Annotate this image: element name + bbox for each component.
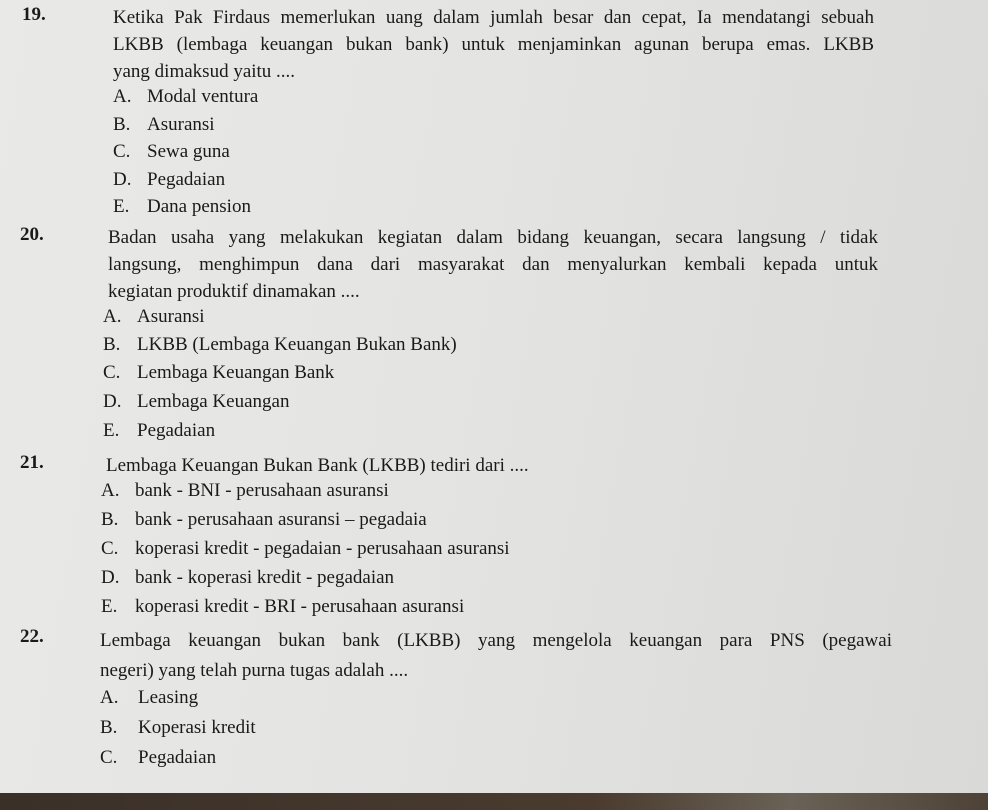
options-list	[101, 480, 878, 624]
option-a[interactable]	[103, 306, 878, 334]
option-c[interactable]	[113, 141, 874, 169]
option-text: bank - koperasi kredit - pegadaian	[135, 567, 395, 588]
option-d[interactable]	[113, 169, 874, 196]
option-c[interactable]	[103, 362, 878, 391]
option-a[interactable]	[100, 687, 892, 717]
option-text: koperasi kredit - BRI - perusahaan asuransi	[135, 596, 465, 617]
question-number: 21.	[20, 452, 44, 473]
option-text: Lembaga Keuangan	[137, 391, 290, 412]
option-letter: B.	[113, 114, 131, 135]
desk-edge-strip	[0, 793, 988, 810]
option-text: bank - perusahaan asuransi – pegadaia	[135, 509, 427, 530]
option-text: Pegadaian	[137, 420, 216, 441]
option-letter: E.	[103, 420, 120, 441]
option-letter: B.	[100, 717, 118, 738]
option-text: Sewa guna	[147, 141, 230, 162]
option-text: Leasing	[138, 687, 199, 708]
option-text: bank - BNI - perusahaan asuransi	[135, 480, 389, 501]
stem-line: langsung, menghimpun dana dari masyarakat dan menyalurkan kembali kepada untuk	[108, 254, 878, 275]
option-text: Asuransi	[137, 306, 205, 327]
option-c[interactable]	[101, 538, 878, 567]
question-stem	[113, 4, 874, 85]
question-19	[22, 4, 874, 223]
question-number: 20.	[20, 224, 44, 245]
stem-line: Badan usaha yang melakukan kegiatan dalam bidang keuangan, secara langsung / tidak	[108, 227, 878, 248]
question-stem	[100, 626, 892, 686]
option-letter: C.	[113, 141, 131, 162]
option-letter: B.	[103, 334, 121, 355]
option-b[interactable]	[103, 334, 878, 362]
option-a[interactable]	[113, 86, 874, 114]
option-b[interactable]	[100, 717, 892, 747]
option-letter: E.	[113, 196, 130, 217]
options-list	[100, 687, 892, 777]
option-letter: B.	[101, 509, 119, 530]
option-text: Lembaga Keuangan Bank	[137, 362, 335, 383]
options-list	[103, 306, 878, 448]
option-text: Modal ventura	[147, 86, 259, 107]
option-c[interactable]	[100, 747, 892, 777]
option-e[interactable]	[113, 196, 874, 223]
option-letter: C.	[101, 538, 119, 559]
question-number: 19.	[22, 4, 46, 25]
option-letter: A.	[113, 86, 132, 107]
option-text: Koperasi kredit	[138, 717, 256, 738]
option-letter: C.	[100, 747, 118, 768]
question-22	[20, 626, 892, 777]
stem-line: Ketika Pak Firdaus memerlukan uang dalam jumlah besar dan cepat, Ia mendatangi sebuah	[113, 7, 874, 28]
option-d[interactable]	[101, 567, 878, 596]
option-letter: D.	[113, 169, 132, 190]
option-text: Pegadaian	[138, 747, 217, 768]
stem-line: kegiatan produktif dinamakan ....	[108, 281, 360, 302]
option-d[interactable]	[103, 391, 878, 420]
stem-line: Lembaga Keuangan Bukan Bank (LKBB) tediri dari ....	[106, 455, 529, 476]
option-text: Dana pension	[147, 196, 251, 217]
option-letter: D.	[103, 391, 122, 412]
stem-line: Lembaga keuangan bukan bank (LKBB) yang mengelola keuangan para PNS (pegawai	[100, 630, 892, 651]
option-e[interactable]	[103, 420, 878, 448]
stem-line: LKBB (lembaga keuangan bukan bank) untuk menjaminkan agunan berupa emas. LKBB	[113, 34, 874, 55]
option-letter: D.	[101, 567, 120, 588]
option-letter: A.	[101, 480, 120, 501]
option-text: LKBB (Lembaga Keuangan Bukan Bank)	[137, 334, 457, 355]
options-list	[113, 86, 874, 223]
option-letter: E.	[101, 596, 118, 617]
option-b[interactable]	[101, 509, 878, 538]
option-letter: C.	[103, 362, 121, 383]
stem-line: yang dimaksud yaitu ....	[113, 61, 296, 82]
option-text: Asuransi	[147, 114, 215, 135]
option-a[interactable]	[101, 480, 878, 509]
question-20	[20, 224, 878, 448]
option-text: koperasi kredit - pegadaian - perusahaan asuransi	[135, 538, 510, 559]
question-stem	[106, 452, 878, 479]
option-letter: A.	[103, 306, 122, 327]
question-stem	[108, 224, 878, 305]
option-letter: A.	[100, 687, 119, 708]
option-e[interactable]	[101, 596, 878, 624]
option-text: Pegadaian	[147, 169, 226, 190]
option-b[interactable]	[113, 114, 874, 141]
question-21	[20, 452, 878, 624]
stem-line: negeri) yang telah purna tugas adalah ....	[100, 660, 409, 681]
question-number: 22.	[20, 626, 44, 647]
